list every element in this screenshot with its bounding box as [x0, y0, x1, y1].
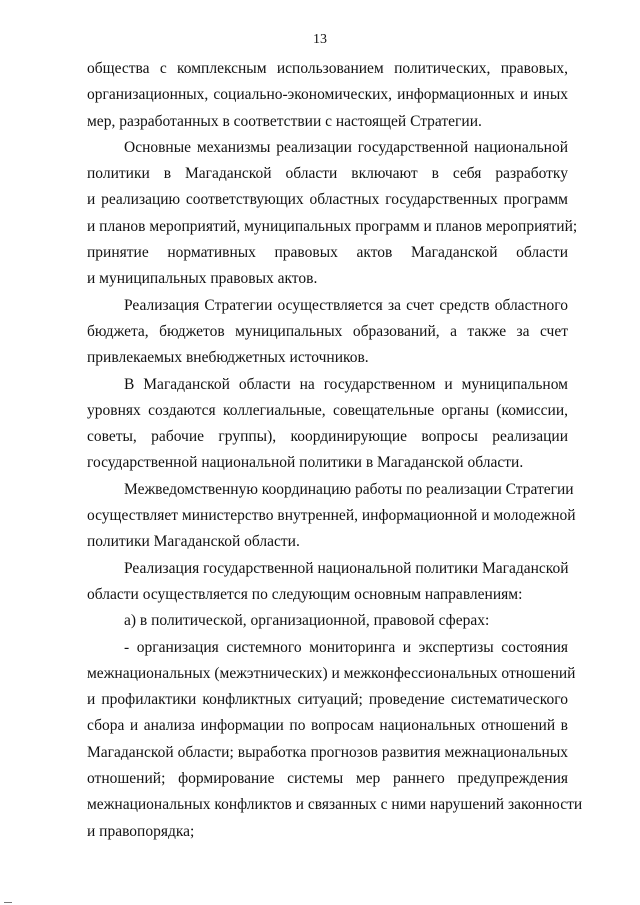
scan-artifact [4, 902, 12, 903]
paragraph-1 [87, 56, 568, 135]
text-line: Межведомственную координацию работы по реализации Стратегии [124, 480, 574, 498]
text-line: области осуществляется по следующим основным направлениям: [87, 585, 523, 603]
paragraph-5 [87, 477, 576, 556]
text-line: В Магаданской области на государственном и муниципальном [124, 375, 568, 393]
text-line: а) в политической, организационной, правовой сферах: [124, 612, 490, 630]
text-line: межнациональных (межэтнических) и межконфессиональных отношений [87, 664, 576, 682]
text-line: политики Магаданской области. [87, 533, 300, 551]
paragraph-3 [87, 293, 568, 372]
text-line: - организация системного мониторинга и экспертизы состояния [124, 638, 568, 656]
text-line: советы, рабочие группы), координирующие вопросы реализации [87, 428, 568, 446]
text-line: Реализация государственной национальной политики Магаданской [124, 559, 569, 577]
text-line: и планов мероприятий, муниципальных программ и планов мероприятий; [87, 217, 578, 235]
text-line: и профилактики конфликтных ситуаций; проведение систематического [87, 691, 568, 709]
text-line: привлекаемых внебюджетных источников. [87, 349, 369, 367]
page-number: 13 [313, 32, 327, 47]
text-line: Магаданской области; выработка прогнозов развития межнациональных [87, 743, 568, 761]
paragraph-6 [87, 556, 568, 609]
text-line: бюджета, бюджетов муниципальных образований, а также за счет [87, 322, 568, 340]
text-line: и реализацию соответствующих областных государственных программ [87, 191, 568, 209]
paragraph-4 [87, 372, 568, 477]
document-body [87, 56, 583, 845]
text-line: осуществляет министерство внутренней, информационной и молодежной [87, 507, 576, 525]
text-line: межнациональных конфликтов и связанных с ними нарушений законности [87, 796, 583, 814]
text-line: общества с комплексным использованием политических, правовых, [87, 60, 568, 77]
text-line: политики в Магаданской области включают в себя разработку [87, 165, 568, 183]
paragraph-8 [87, 635, 583, 845]
text-line: мер, разработанных в соответствии с настоящей Стратегии. [87, 112, 482, 130]
text-line: сбора и анализа информации по вопросам национальных отношений в [87, 717, 568, 735]
text-line: Реализация Стратегии осуществляется за счет средств областного [124, 296, 568, 314]
text-line: и муниципальных правовых актов. [87, 270, 318, 288]
text-line: и правопорядка; [87, 822, 195, 840]
text-line: уровнях создаются коллегиальные, совещательные органы (комиссии, [87, 401, 568, 419]
text-line: принятие нормативных правовых актов Магаданской области [87, 244, 568, 262]
text-line: Основные механизмы реализации государственной национальной [124, 138, 568, 156]
text-line: организационных, социально-экономических, информационных и иных [87, 86, 568, 104]
paragraph-7 [87, 608, 568, 634]
text-line: отношений; формирование системы мер раннего предупреждения [87, 770, 568, 788]
paragraph-2 [87, 135, 578, 293]
text-line: государственной национальной политики в Магаданской области. [87, 454, 524, 472]
